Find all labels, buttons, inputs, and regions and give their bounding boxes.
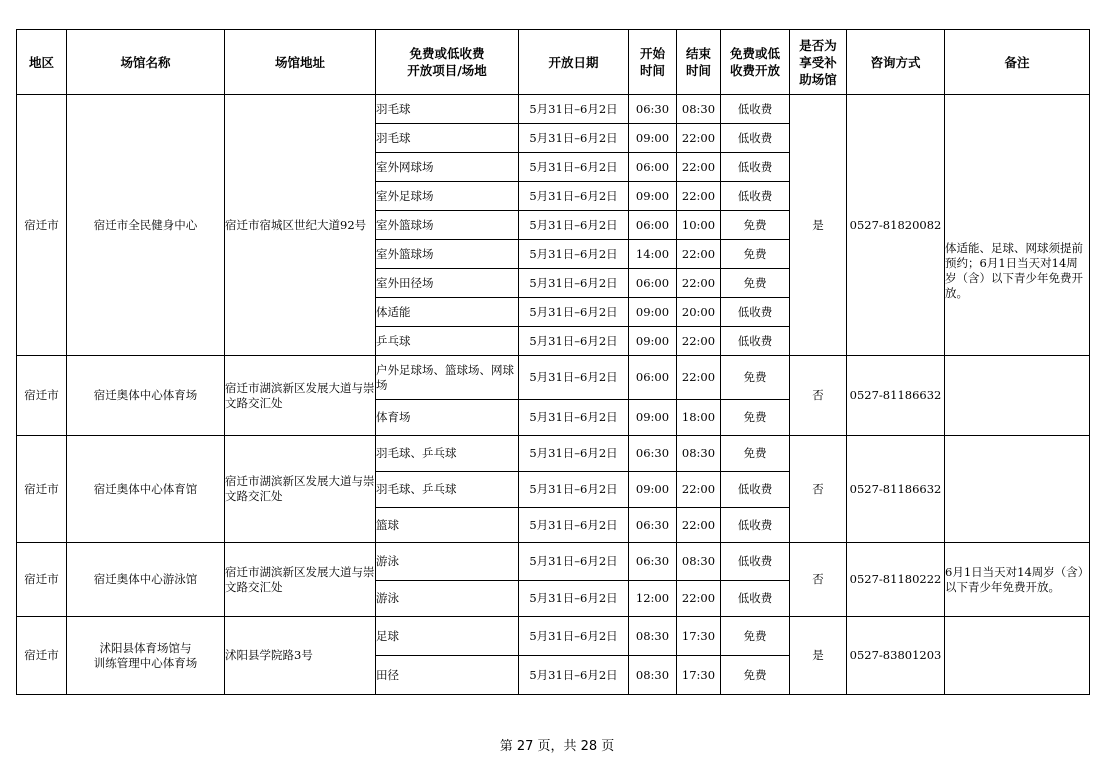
start-time-cell: 06:30 xyxy=(629,436,677,472)
subsidized-cell: 否 xyxy=(790,356,847,436)
item-cell: 室外田径场 xyxy=(376,269,519,298)
end-time-cell: 08:30 xyxy=(677,543,721,581)
item-cell: 体适能 xyxy=(376,298,519,327)
end-time-cell: 22:00 xyxy=(677,269,721,298)
header-notes: 备注 xyxy=(945,30,1090,95)
start-time-cell: 06:00 xyxy=(629,356,677,400)
fee-cell: 免费 xyxy=(721,356,790,400)
region-cell: 宿迁市 xyxy=(17,617,67,695)
table-row xyxy=(17,95,1090,124)
dates-cell: 5月31日–6月2日 xyxy=(519,543,629,581)
item-cell: 室外网球场 xyxy=(376,153,519,182)
notes-cell xyxy=(945,356,1090,436)
header-venue-address: 场馆地址 xyxy=(225,30,376,95)
region-cell: 宿迁市 xyxy=(17,356,67,436)
end-time-cell: 22:00 xyxy=(677,327,721,356)
end-time-cell: 22:00 xyxy=(677,508,721,543)
start-time-cell: 09:00 xyxy=(629,400,677,436)
start-time-cell: 06:30 xyxy=(629,95,677,124)
start-time-cell: 06:30 xyxy=(629,508,677,543)
venue-address-cell: 宿迁市湖滨新区发展大道与崇文路交汇处 xyxy=(225,356,376,436)
start-time-cell: 06:30 xyxy=(629,543,677,581)
venue-address-cell: 宿迁市宿城区世纪大道92号 xyxy=(225,95,376,356)
table-row xyxy=(17,356,1090,400)
region-cell: 宿迁市 xyxy=(17,436,67,543)
venue-name-cell: 宿迁市全民健身中心 xyxy=(67,95,225,356)
start-time-cell: 06:00 xyxy=(629,153,677,182)
dates-cell: 5月31日–6月2日 xyxy=(519,356,629,400)
start-time-cell: 14:00 xyxy=(629,240,677,269)
end-time-cell: 08:30 xyxy=(677,436,721,472)
venue-name-cell: 沭阳县体育场馆与 训练管理中心体育场 xyxy=(67,617,225,695)
fee-cell: 低收费 xyxy=(721,153,790,182)
table-header-row xyxy=(17,30,1090,95)
dates-cell: 5月31日–6月2日 xyxy=(519,298,629,327)
fee-cell: 低收费 xyxy=(721,543,790,581)
dates-cell: 5月31日–6月2日 xyxy=(519,211,629,240)
table-row xyxy=(17,543,1090,581)
item-cell: 羽毛球 xyxy=(376,95,519,124)
page-number: 第 27 页，共 28 页 xyxy=(499,739,615,754)
dates-cell: 5月31日–6月2日 xyxy=(519,436,629,472)
contact-cell: 0527-81180222 xyxy=(847,543,945,617)
header-open-dates: 开放日期 xyxy=(519,30,629,95)
start-time-cell: 09:00 xyxy=(629,472,677,508)
item-cell: 室外篮球场 xyxy=(376,211,519,240)
contact-cell: 0527-81186632 xyxy=(847,436,945,543)
item-cell: 乒乓球 xyxy=(376,327,519,356)
header-start-time: 开始 时间 xyxy=(629,30,677,95)
notes-cell: 6月1日当天对14周岁（含）以下青少年免费开放。 xyxy=(945,543,1090,617)
venue-address-cell: 宿迁市湖滨新区发展大道与崇文路交汇处 xyxy=(225,436,376,543)
start-time-cell: 08:30 xyxy=(629,656,677,695)
header-subsidized: 是否为 享受补 助场馆 xyxy=(790,30,847,95)
fee-cell: 低收费 xyxy=(721,508,790,543)
dates-cell: 5月31日–6月2日 xyxy=(519,656,629,695)
header-fee-type: 免费或低 收费开放 xyxy=(721,30,790,95)
start-time-cell: 09:00 xyxy=(629,298,677,327)
end-time-cell: 18:00 xyxy=(677,400,721,436)
start-time-cell: 09:00 xyxy=(629,182,677,211)
dates-cell: 5月31日–6月2日 xyxy=(519,327,629,356)
item-cell: 室外足球场 xyxy=(376,182,519,211)
notes-cell: 体适能、足球、网球须提前预约；6月1日当天对14周岁（含）以下青少年免费开放。 xyxy=(945,95,1090,356)
fee-cell: 低收费 xyxy=(721,581,790,617)
end-time-cell: 17:30 xyxy=(677,617,721,656)
venue-address-cell: 沭阳县学院路3号 xyxy=(225,617,376,695)
dates-cell: 5月31日–6月2日 xyxy=(519,400,629,436)
fee-cell: 低收费 xyxy=(721,95,790,124)
dates-cell: 5月31日–6月2日 xyxy=(519,508,629,543)
notes-cell xyxy=(945,617,1090,695)
end-time-cell: 20:00 xyxy=(677,298,721,327)
subsidized-cell: 是 xyxy=(790,95,847,356)
fee-cell: 免费 xyxy=(721,400,790,436)
start-time-cell: 06:00 xyxy=(629,211,677,240)
start-time-cell: 09:00 xyxy=(629,124,677,153)
contact-cell: 0527-83801203 xyxy=(847,617,945,695)
dates-cell: 5月31日–6月2日 xyxy=(519,617,629,656)
fee-cell: 免费 xyxy=(721,436,790,472)
start-time-cell: 12:00 xyxy=(629,581,677,617)
fee-cell: 低收费 xyxy=(721,472,790,508)
fee-cell: 低收费 xyxy=(721,182,790,211)
table-row xyxy=(17,436,1090,472)
contact-cell: 0527-81186632 xyxy=(847,356,945,436)
fee-cell: 免费 xyxy=(721,617,790,656)
end-time-cell: 22:00 xyxy=(677,472,721,508)
venue-name-cell: 宿迁奥体中心游泳馆 xyxy=(67,543,225,617)
fee-cell: 免费 xyxy=(721,240,790,269)
item-cell: 游泳 xyxy=(376,581,519,617)
venue-address-cell: 宿迁市湖滨新区发展大道与崇文路交汇处 xyxy=(225,543,376,617)
fee-cell: 低收费 xyxy=(721,327,790,356)
end-time-cell: 22:00 xyxy=(677,240,721,269)
item-cell: 室外篮球场 xyxy=(376,240,519,269)
end-time-cell: 22:00 xyxy=(677,356,721,400)
start-time-cell: 08:30 xyxy=(629,617,677,656)
table-row xyxy=(17,617,1090,656)
header-contact: 咨询方式 xyxy=(847,30,945,95)
item-cell: 足球 xyxy=(376,617,519,656)
dates-cell: 5月31日–6月2日 xyxy=(519,269,629,298)
item-cell: 篮球 xyxy=(376,508,519,543)
subsidized-cell: 否 xyxy=(790,436,847,543)
item-cell: 羽毛球 xyxy=(376,124,519,153)
venue-name-cell: 宿迁奥体中心体育场 xyxy=(67,356,225,436)
dates-cell: 5月31日–6月2日 xyxy=(519,124,629,153)
fee-cell: 低收费 xyxy=(721,298,790,327)
fee-cell: 免费 xyxy=(721,269,790,298)
header-region: 地区 xyxy=(17,30,67,95)
dates-cell: 5月31日–6月2日 xyxy=(519,182,629,211)
end-time-cell: 08:30 xyxy=(677,95,721,124)
fee-cell: 免费 xyxy=(721,656,790,695)
end-time-cell: 22:00 xyxy=(677,182,721,211)
header-items: 免费或低收费 开放项目/场地 xyxy=(376,30,519,95)
dates-cell: 5月31日–6月2日 xyxy=(519,95,629,124)
venue-table xyxy=(16,29,1090,695)
item-cell: 羽毛球、乒乓球 xyxy=(376,472,519,508)
end-time-cell: 22:00 xyxy=(677,153,721,182)
item-cell: 田径 xyxy=(376,656,519,695)
subsidized-cell: 否 xyxy=(790,543,847,617)
item-cell: 体育场 xyxy=(376,400,519,436)
dates-cell: 5月31日–6月2日 xyxy=(519,472,629,508)
dates-cell: 5月31日–6月2日 xyxy=(519,240,629,269)
dates-cell: 5月31日–6月2日 xyxy=(519,581,629,617)
item-cell: 羽毛球、乒乓球 xyxy=(376,436,519,472)
end-time-cell: 17:30 xyxy=(677,656,721,695)
region-cell: 宿迁市 xyxy=(17,95,67,356)
header-end-time: 结束 时间 xyxy=(677,30,721,95)
end-time-cell: 22:00 xyxy=(677,581,721,617)
fee-cell: 低收费 xyxy=(721,124,790,153)
end-time-cell: 10:00 xyxy=(677,211,721,240)
header-venue-name: 场馆名称 xyxy=(67,30,225,95)
start-time-cell: 09:00 xyxy=(629,327,677,356)
item-cell: 户外足球场、篮球场、网球场 xyxy=(376,356,519,400)
contact-cell: 0527-81820082 xyxy=(847,95,945,356)
region-cell: 宿迁市 xyxy=(17,543,67,617)
dates-cell: 5月31日–6月2日 xyxy=(519,153,629,182)
fee-cell: 免费 xyxy=(721,211,790,240)
notes-cell xyxy=(945,436,1090,543)
start-time-cell: 06:00 xyxy=(629,269,677,298)
subsidized-cell: 是 xyxy=(790,617,847,695)
end-time-cell: 22:00 xyxy=(677,124,721,153)
item-cell: 游泳 xyxy=(376,543,519,581)
venue-name-cell: 宿迁奥体中心体育馆 xyxy=(67,436,225,543)
